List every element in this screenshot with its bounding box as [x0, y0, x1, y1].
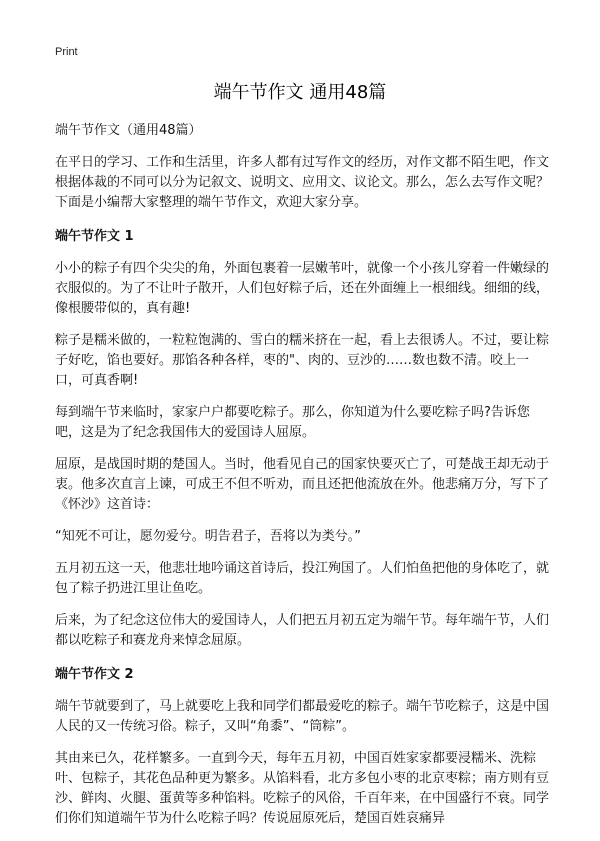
intro-paragraph: 在平日的学习、工作和生活里，许多人都有过写作文的经历，对作文都不陌生吧，作文根据体裁的不同可以分为记叙文、说明文、应用文、议论文。那么，怎么去写作文呢？下面是小编帮大家整理的端午节作文，欢迎大家分享。 — [55, 155, 550, 210]
paragraph: 每到端午节来临时，家家户户都要吃粽子。那么，你知道为什么要吃粽子吗?告诉您吧，这是为了纪念我国伟大的爱国诗人屈原。 — [55, 405, 530, 440]
paragraph: 小小的粽子有四个尖尖的角，外面包裹着一层嫩苇叶，就像一个小孩儿穿着一件嫩绿的衣服似的。为了不让叶子散开，人们包好粽子后，还在外面缠上一根细线。细细的线，像根腰带似的，真有趣! — [55, 261, 550, 316]
paragraph: “知死不可让，愿勿爱兮。明告君子，吾将以为类兮。” — [55, 529, 361, 544]
paragraph: 端午节就要到了，马上就要吃上我和同学们都最爱吃的粽子。端午节吃粽子，这是中国人民的又一传统习俗。粽子，又叫“角黍”、“筒粽”。 — [55, 699, 550, 734]
document-title: 端午节作文 通用48篇 — [213, 82, 387, 103]
print-link[interactable]: Print — [55, 46, 78, 58]
document-subtitle: 端午节作文（通用48篇） — [55, 123, 202, 138]
paragraph: 后来，为了纪念这位伟大的爱国诗人，人们把五月初五定为端午节。每年端午节，人们都以吃粽子和赛龙舟来悼念屈原。 — [55, 613, 550, 648]
document-body — [55, 121, 550, 841]
section-heading: 端午节作文 1 — [55, 229, 134, 244]
section-heading: 端午节作文 2 — [55, 667, 134, 682]
paragraph: 五月初五这一天，他悲壮地吟诵这首诗后，投江殉国了。人们怕鱼把他的身体吃了，就包了粽子扔进江里让鱼吃。 — [55, 561, 550, 596]
paragraph: 屈原，是战国时期的楚国人。当时，他看见自己的国家快要灭亡了，可楚战王却无动于衷。他多次直言上谏，可成王不但不听劝，而且还把他流放在外。他悲痛万分，写下了《怀沙》这首诗： — [55, 457, 550, 512]
paragraph: 粽子是糯米做的，一粒粒饱满的、雪白的糯米挤在一起，看上去很诱人。不过，要让粽子好吃，馅也要好。那馅各种各样，枣的"、肉的、豆沙的……数也数不清。咬上一口，可真香啊! — [55, 333, 550, 388]
paragraph: 其由来已久，花样繁多。一直到今天，每年五月初，中国百姓家家都要浸糯米、洗粽叶、包粽子，其花色品种更为繁多。从馅料看，北方多包小枣的北京枣粽；南方则有豆沙、鲜肉、火腿、蛋黄等多种馅料。吃粽子的风俗，千百年来，在中国盛行不衰。同学们你们知道端午节为什么吃粽子吗？传说屈原死后，楚国百姓哀痛异 — [55, 751, 550, 826]
